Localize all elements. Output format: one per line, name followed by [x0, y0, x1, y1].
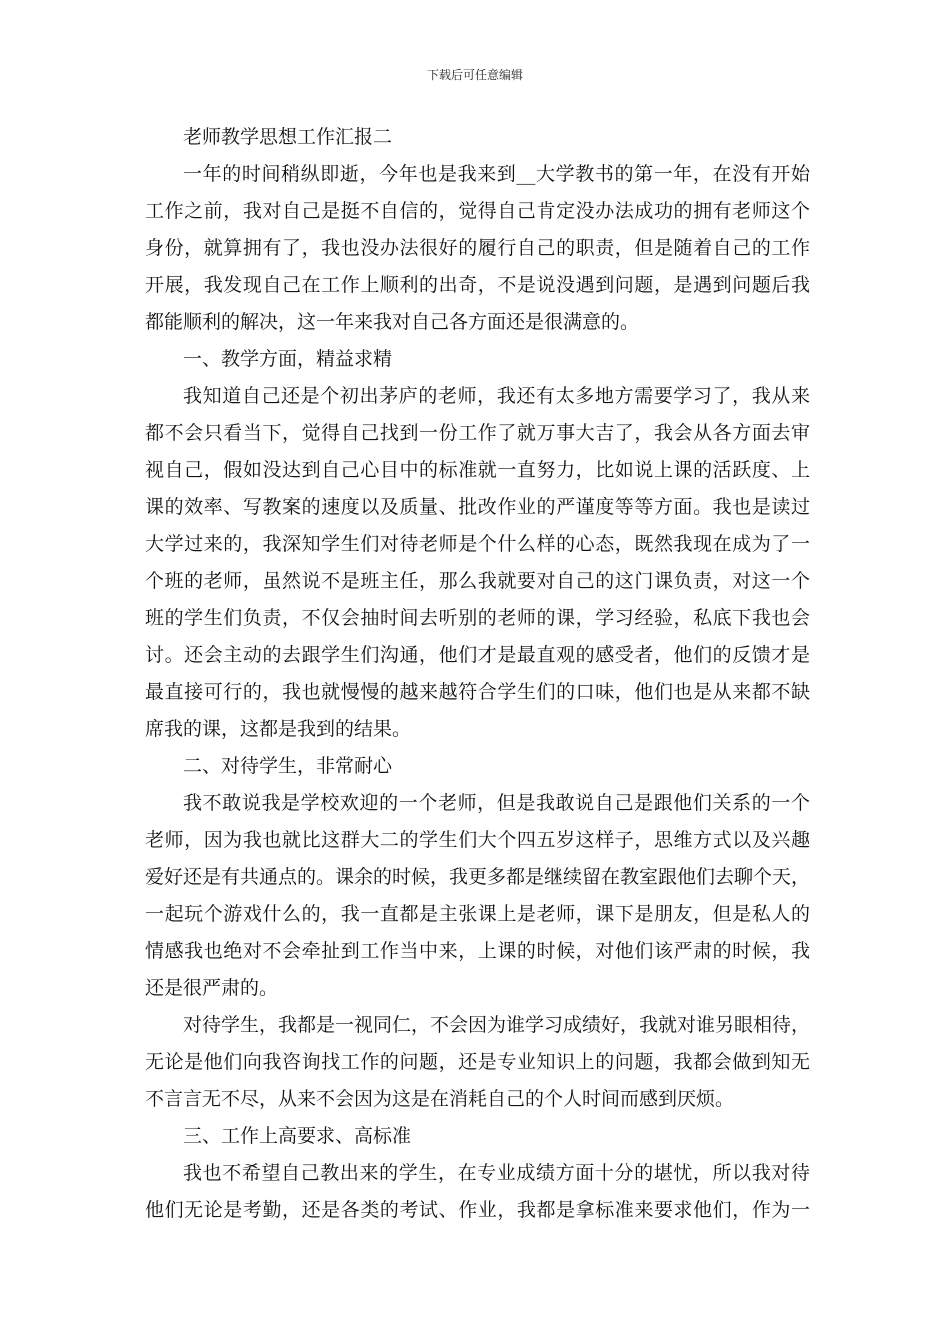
text-line: 一年的时间稍纵即逝，今年也是我来到__大学教书的第一年，在没有开始: [183, 163, 810, 185]
text-line: 一、教学方面，精益求精: [183, 348, 393, 370]
text-line: 都能顺利的解决，这一年来我对自己各方面还是很满意的。: [145, 311, 640, 333]
text-line: 爱好还是有共通点的。课余的时候，我更多都是继续留在教室跟他们去聊个天，: [145, 866, 811, 888]
text-line: 最直接可行的，我也就慢慢的越来越符合学生们的口味，他们也是从来都不缺: [145, 681, 810, 703]
text-line: 老师，因为我也就比这群大二的学生们大个四五岁这样子，思维方式以及兴趣: [145, 829, 810, 851]
text-line: 席我的课，这都是我到的结果。: [145, 718, 412, 740]
text-line: 他们无论是考勤，还是各类的考试、作业，我都是拿标准来要求他们，作为一: [145, 1199, 810, 1221]
text-line: 一起玩个游戏什么的，我一直都是主张课上是老师，课下是朋友，但是私人的: [145, 903, 810, 925]
text-line: 课的效率、写教案的速度以及质量、批改作业的严谨度等等方面。我也是读过: [145, 496, 810, 518]
page-header-note: 下载后可任意编辑: [426, 68, 523, 82]
text-line: 大学过来的，我深知学生们对待老师是个什么样的心态，既然我现在成为了一: [145, 533, 810, 555]
text-line: 都不会只看当下，觉得自己找到一份工作了就万事大吉了，我会从各方面去审: [145, 422, 810, 444]
text-line: 开展，我发现自己在工作上顺利的出奇，不是说没遇到问题，是遇到问题后我: [145, 274, 810, 296]
text-line: 老师教学思想工作汇报二: [183, 126, 393, 148]
text-line: 对待学生，我都是一视同仁，不会因为谁学习成绩好，我就对谁另眼相待，: [183, 1014, 811, 1036]
text-line: 个班的老师，虽然说不是班主任，那么我就要对自己的这门课负责，对这一个: [145, 570, 810, 592]
text-line: 视自己，假如没达到自己心目中的标准就一直努力，比如说上课的活跃度、上: [145, 459, 810, 481]
text-line: 不言言无不尽，从来不会因为这是在消耗自己的个人时间而感到厌烦。: [145, 1088, 735, 1110]
text-line: 情感我也绝对不会牵扯到工作当中来，上课的时候，对他们该严肃的时候，我: [145, 940, 810, 962]
document-body: [145, 119, 810, 1229]
text-line: 二、对待学生，非常耐心: [183, 755, 393, 777]
text-line: 我也不希望自己教出来的学生，在专业成绩方面十分的堪忧，所以我对待: [183, 1162, 810, 1184]
text-line: 身份，就算拥有了，我也没办法很好的履行自己的职责，但是随着自己的工作: [145, 237, 810, 259]
text-line: 三、工作上高要求、高标准: [183, 1125, 412, 1147]
text-line: 我不敢说我是学校欢迎的一个老师，但是我敢说自己是跟他们关系的一个: [183, 792, 810, 814]
text-line: 还是很严肃的。: [145, 977, 279, 999]
text-line: 班的学生们负责，不仅会抽时间去听别的老师的课，学习经验，私底下我也会: [145, 607, 810, 629]
text-line: 无论是他们向我咨询找工作的问题，还是专业知识上的问题，我都会做到知无: [145, 1051, 810, 1073]
text-line: 我知道自己还是个初出茅庐的老师，我还有太多地方需要学习了，我从来: [183, 385, 810, 407]
text-line: 工作之前，我对自己是挺不自信的，觉得自己肯定没办法成功的拥有老师这个: [145, 200, 810, 222]
text-line: 讨。还会主动的去跟学生们沟通，他们才是最直观的感受者，他们的反馈才是: [145, 644, 810, 666]
